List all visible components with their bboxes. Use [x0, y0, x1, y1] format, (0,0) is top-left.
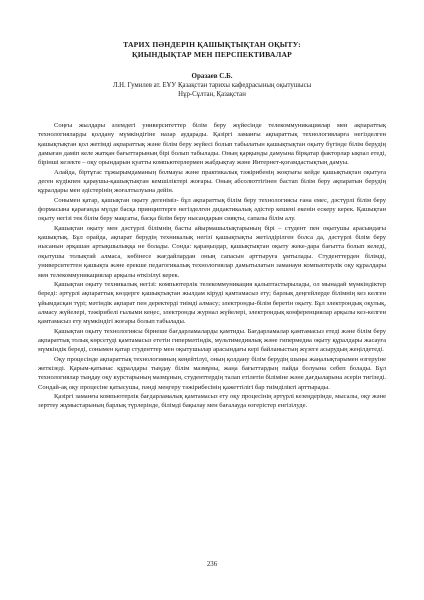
author-affiliation: Л.Н. Гумилев ат. ЕҰУ Қазақстан тарихы кафедрасының оқытушысы	[112, 82, 312, 89]
article-body	[38, 121, 386, 411]
paragraph-6: Қашықтан оқыту технологиясы бірнеше бағдарламаларды қамтиды. Бағдарламалар қамтамасыз етеді және білім беру ақпараттық толық көрсетуді қамтамасыз ететін гипермәтіндік, мультимедиялық және гипермедиа оқыту құралдары жасауға мүмкіндік береді, сонымен қатар студенттер мен оқытушылар арасындағы кері байланыстың жүзеге асырудың жеңілдетеді.	[38, 327, 386, 354]
article-title	[38, 40, 386, 60]
paragraph-3: Сонымен қатар, қашықтан оқыту дегеніміз- бұл ақпараттық білім беру технологиясы ғана емес, дәстүрлі білім беру формасына қарағанда мүлде басқа принциптерге негізделген дидактикалық әдістер кешені екенін ескеру керек. Қашықтан оқыту негізі тек білім беру мақсаты, басқа білім беру нысандарын сияқты, сапалы білім алу.	[38, 196, 386, 223]
title-line-1: ТАРИХ ПӘНДЕРІН ҚАШЫҚТЫҚТАН ОҚЫТУ:	[123, 40, 301, 49]
author-name: Оразаев С.Б.	[191, 72, 233, 80]
author-city: Нұр-Сұлтан, Қазақстан	[178, 91, 246, 98]
paragraph-1: Соңғы жылдары әлемдегі университеттер білім беру жүйесінде телекоммуникациялар мен ақпараттық технологияларды қолдану мүмкіндігіне назар аударады. Қазіргі заманғы ақпараттық технологияларға негізделген қашықтықтан қол жетімді ақпараттық және білім беру жүйесі болып табылатын қашықтықтан оқыту бүгінде білім берудің дамыған даміп келе жатқан бағыттарының бірі болып табылады. Оның қарқынды дамуына бірқатар факторлар ықпал етеді, бірінші кезекте – оқу орындарын қуатты компьютерлермен жабдықтау және Интернет-қоғамдастықтың дамуы.	[38, 122, 386, 167]
paragraph-5: Қашықтан оқыту техникалық негізі: компьютерлік телекоммуникация қалыптастырылады, ол мынадай мүмкіндіктер береді: әртүрлі ақпараттық көздерге қашықтықтан жылдам кіруді қамтамасыз ету; барлық деңгейлерде білімнің кез келген ұйымдасқан түрі; мәтіндік ақпарат пен деректерді тиімді алмасу; электронды-білім беретін оқыту. Бұл электрондық оқулық, алмасу жүйелері, тәжірибелі ғылыми кеңес, электронды журнал жүйелері, электрондық конференциялар арқылы кез-келген қамтамасыз ету мүмкіндігі жоғары болып табылады.	[38, 280, 386, 326]
paragraph-8: Қазіргі заманғы компьютерлік бағдарламалық қамтамасыз ету оқу процесінің әртүрлі кезеңдерінде, мысалы, оқу және зерттеу жұмыстарының барлық түрлерінде, білімді бақылау мен бағалауда өзгерістер енгізілуде.	[38, 392, 386, 410]
page-number: 236	[206, 561, 218, 568]
paragraph-4: Қашықтан оқыту мен дәстүрлі білімнің басты айырмашылықтарының бірі – студент пен оқытушы арасындағы қашықтық. Бұл орайда, ақпарат берудің техникалық негізі қашықтықты жетілдірілген болса да, дәстүрлі білім беру нысанын әрқашан артықшылыққа не болады. Сонда: қараңыздар, қашықтықтан оқыту жеке-дара бағытта болып келеді, оқытушы толықтай алмаса, көбінесе жағдайлардан оның сапасын арттыруға ұмтылады. Студенттерден білімді, университеттен қашықта және ерекше педагогикалық технологиялар дамытылатын заманауи компьютерлік оқу құралдары мен телекоммуникациялар арқылы өткізілуі керек.	[38, 224, 386, 279]
paragraph-7: Оқу процесінде ақпараттық технологияның кеңейтілуі, оның қолдану білім берудің шыңы жаңалықтарымен өзгеруіне жеткізеді. Қарым-қатынас құралдары тыңдау білім мазмұны, жаңа бағыттардың пайда болуына себеп болады. Бұл технологиялар тыңдау оқу курстарының мазмұнын, студенттердің талап етілетін біліміне және дағдыларына әсерін тигізеді. Сондай-ақ оқу процесіне қатысушы, пәнді меңгеру тәжірибесінің қажеттілігі бар тиімділікті арттырады.	[38, 355, 386, 391]
title-line-2: ҚИЫНДЫҚТАР МЕН ПЕРСПЕКТИВАЛАР	[132, 50, 292, 59]
paragraph-2: Алайда, біртұтас тұжырымдаманың болмауы және практикалық тәжірибенің жоқтығы кейде қашықтықтан оқытуға деген күдікпен қараушы-қашықтықтан кемшіліктері жоғары. Оның абсолюттігінен бастап білім беру ақпаратын берудің құралдары мен әдістерінің жоғалтылуына дейін.	[38, 168, 386, 195]
